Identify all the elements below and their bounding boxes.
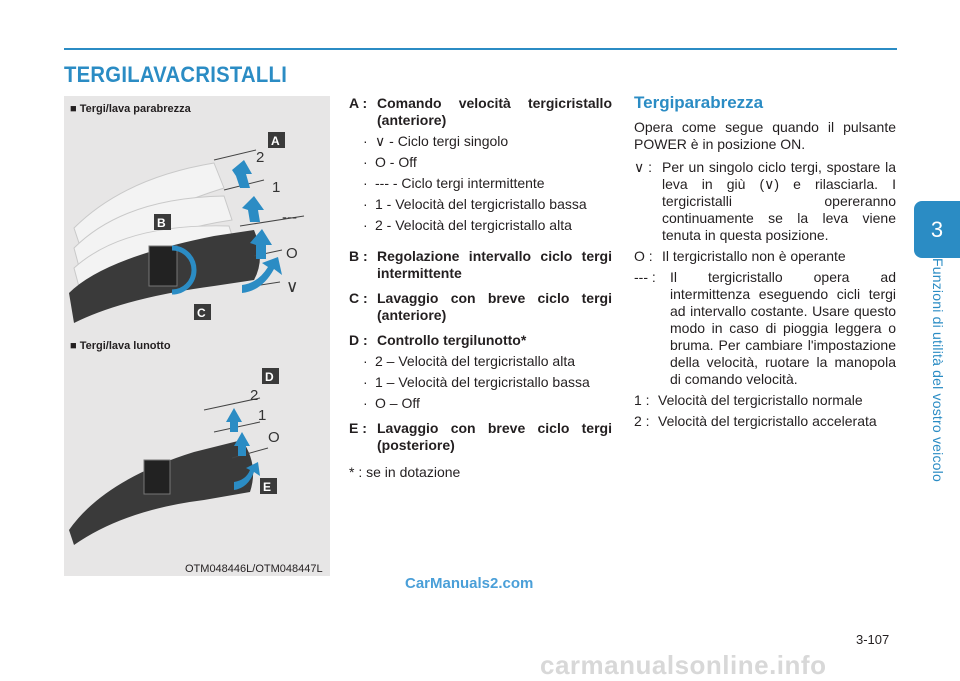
callout-e: E	[263, 480, 272, 494]
page-title: TERGILAVACRISTALLI	[64, 62, 288, 87]
front-wiper-lever-illustration	[64, 118, 330, 328]
intro-text: Opera come segue quando il pulsante POWER è in posizione ON.	[634, 119, 896, 152]
legend-column	[349, 95, 612, 481]
legend-item-e: E : Lavaggio con breve ciclo tergi (posteriore)	[349, 420, 612, 453]
position-label-1: 1	[272, 179, 281, 196]
rear-lever-switch	[144, 460, 170, 494]
callout-a: A	[271, 134, 280, 148]
figure-caption-front: ■ Tergi/lava parabrezza	[70, 103, 191, 115]
legend-sub: · 2 – Velocità del tergicristallo alta	[363, 353, 575, 369]
wiper-description-column	[634, 94, 896, 434]
rear-position-label-1: 1	[258, 407, 267, 424]
legend-sub: · O - Off	[363, 154, 417, 170]
position-label-single: ∨	[286, 277, 299, 296]
callout-b: B	[157, 216, 166, 230]
legend-item-b: B : Regolazione intervallo ciclo tergi intermittente	[349, 248, 612, 281]
callout-c: C	[197, 306, 206, 320]
position-label-2: 2	[256, 149, 265, 166]
header-rule	[64, 48, 897, 50]
mode-entry: O : Il tergicristallo non è operante	[634, 248, 846, 264]
legend-sub: · --- - Ciclo tergi intermittente	[363, 175, 545, 191]
rear-wiper-lever-illustration	[64, 360, 330, 550]
legend-sub: · 1 - Velocità del tergicristallo bassa	[363, 196, 587, 212]
watermark-link[interactable]: CarManuals2.com	[405, 575, 534, 592]
section-heading: Tergiparabrezza	[634, 93, 764, 112]
mode-entry: ∨ : Per un singolo ciclo tergi, spostare la leva in giù (∨) e rilasciarla. I tergicristalli opereranno continuamente se la leva viene tenuta in questa posizione.	[634, 159, 896, 243]
legend-item-c: C : Lavaggio con breve ciclo tergi (anteriore)	[349, 290, 612, 323]
footer-site-mark: carmanualsonline.info	[540, 650, 827, 680]
rear-position-label-2: 2	[250, 387, 259, 404]
page-number: 3-107	[856, 632, 890, 647]
chapter-label: Funzioni di utilità del vostro veicolo	[930, 258, 946, 482]
mode-entry: 2 : Velocità del tergicristallo accelerata	[634, 413, 877, 429]
mode-entry: 1 : Velocità del tergicristallo normale	[634, 392, 863, 408]
callout-d: D	[265, 370, 274, 384]
legend-sub: · ∨ - Ciclo tergi singolo	[363, 133, 509, 149]
lever-switch	[149, 246, 177, 286]
figure-code: OTM048446L/OTM048447L	[185, 563, 323, 575]
rear-position-label-off: O	[268, 429, 280, 446]
legend-sub: · O – Off	[363, 395, 420, 411]
chapter-number: 3	[930, 217, 944, 242]
chapter-tab[interactable]	[914, 201, 960, 258]
position-label-intermittent: ---	[282, 209, 297, 226]
position-label-off: O	[286, 245, 298, 262]
legend-item-d: D : Controllo tergilunotto*	[349, 332, 527, 348]
legend-item-a: A : Comando velocità tergicristallo (anteriore)	[349, 95, 612, 128]
mode-entry: --- : Il tergicristallo opera ad intermittenza eseguendo cicli tergi ad intervallo costante. Usare questo modo in caso di pioggia leggera o bruma. Per cambiare l'impostazione della velocità, ruotare la manopola di comando velocità.	[634, 269, 896, 387]
footnote: * : se in dotazione	[349, 464, 461, 480]
legend-sub: · 2 - Velocità del tergicristallo alta	[363, 217, 572, 233]
legend-sub: · 1 – Velocità del tergicristallo bassa	[363, 374, 590, 390]
figure-caption-rear: ■ Tergi/lava lunotto	[70, 340, 171, 352]
